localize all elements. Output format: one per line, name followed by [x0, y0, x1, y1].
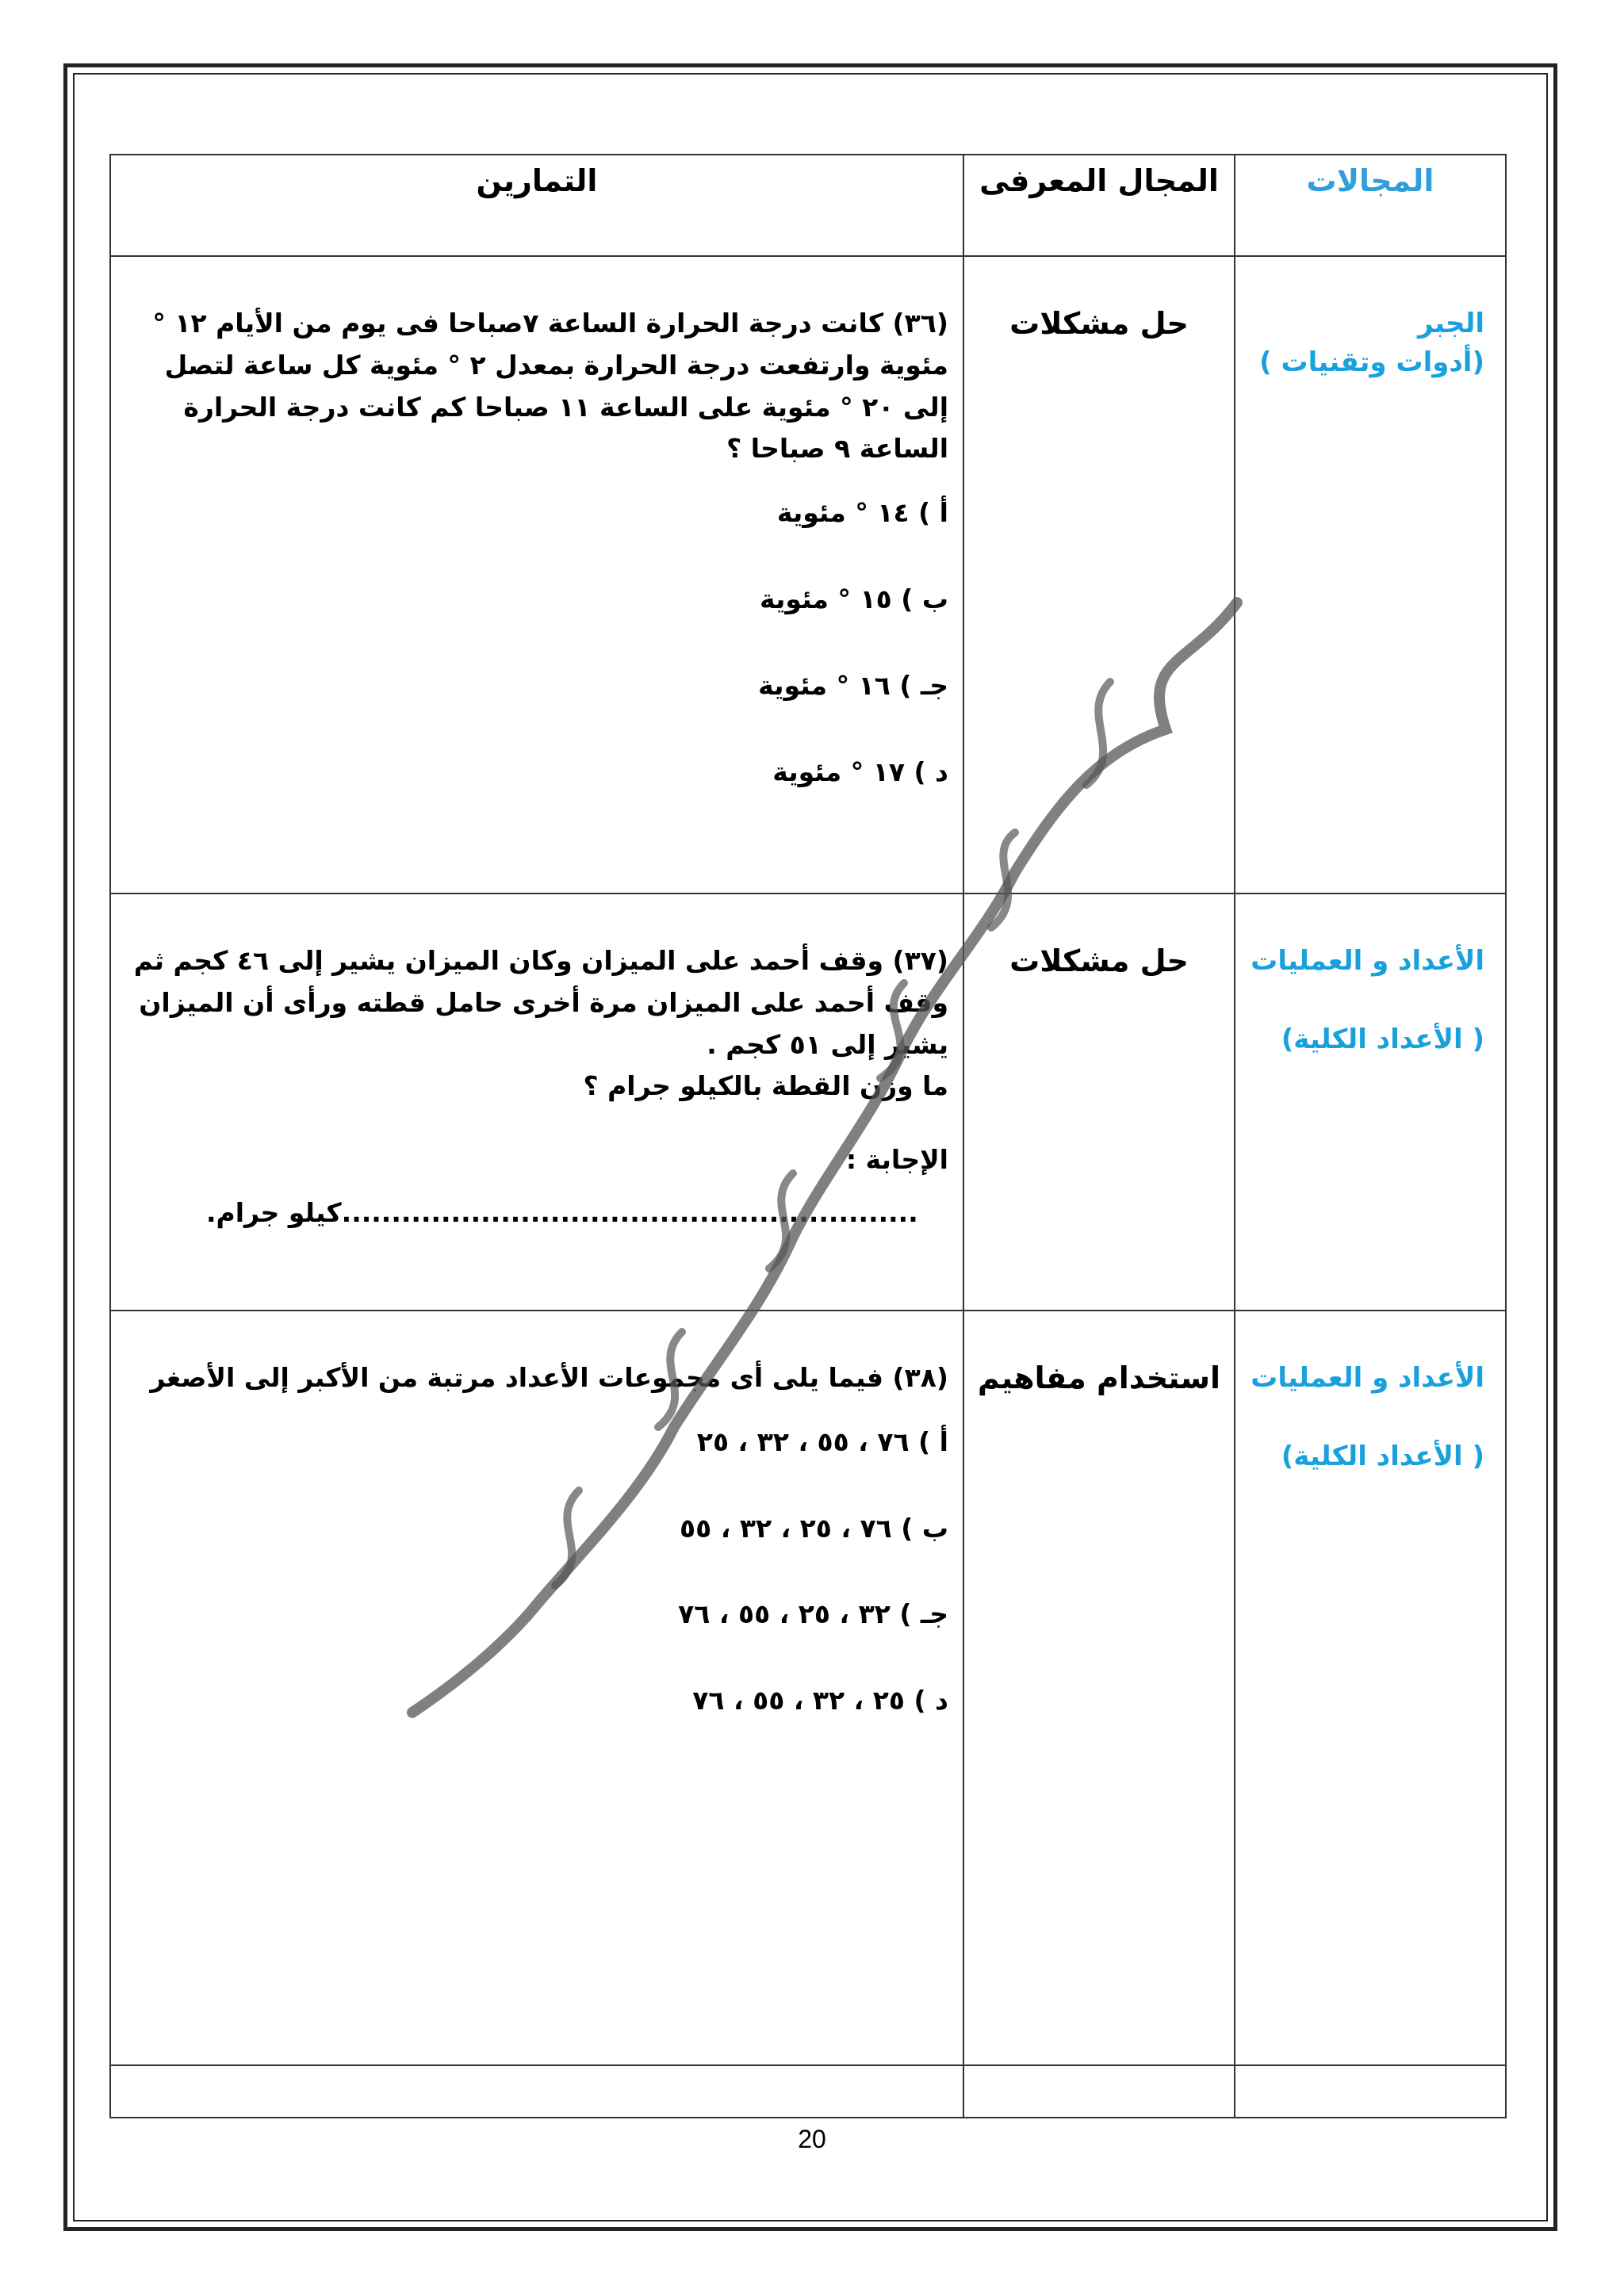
empty-row [110, 2065, 1506, 2118]
header-row [110, 155, 1506, 256]
domain-label: الجبر [1418, 308, 1484, 339]
table-row [110, 894, 1506, 1311]
option-d: د ) ١٧ ° مئوية [772, 756, 948, 787]
empty-cell [1235, 2065, 1506, 2118]
cognitive-cell: استخدام مفاهيم [963, 1311, 1235, 2065]
option-a: أ ) ٧٦ ، ٥٥ ، ٣٢ ، ٢٥ [696, 1425, 948, 1457]
exercise-cell [110, 1311, 963, 2065]
table-row [110, 256, 1506, 894]
exercise-cell [110, 256, 963, 894]
question-stem: (٣٨) فيما يلى أى مجموعات الأعداد مرتبة من الأكبر إلى الأصغر [150, 1362, 948, 1393]
domain-sublabel: ( الأعداد الكلية) [1281, 1441, 1484, 1473]
empty-cell [963, 2065, 1235, 2118]
page-number: 20 [798, 2125, 826, 2153]
answer-line: ..........................................................كيلو جرام. [206, 1196, 918, 1228]
option-d: د ) ٢٥ ، ٣٢ ، ٥٥ ، ٧٦ [692, 1685, 948, 1716]
question-stem: (٣٦) كانت درجة الحرارة الساعة ٧صباحا فى يوم من الأيام ١٢ ° مئوية وارتفعت درجة الحرارة بمعدل ٢ ° مئوية كل ساعة لتصل إلى ٢٠ ° مئوية على الساعة ١١ صباحا كم كانت درجة الحرارة الساعة ٩ صباحا ؟ [152, 308, 948, 465]
option-a: أ ) ١٤ ° مئوية [776, 497, 948, 529]
header-cognitive: المجال المعرفى [963, 155, 1235, 256]
domain-sublabel: (أدوات وتقنيات ) [1259, 346, 1484, 379]
table-row [110, 1311, 1506, 2065]
header-exercises: التمارين [110, 155, 963, 256]
domain-cell [1235, 894, 1506, 1311]
header-domains: المجالات [1235, 155, 1506, 256]
option-b: ب ) ٧٦ ، ٢٥ ، ٣٢ ، ٥٥ [680, 1512, 948, 1544]
exercise-table [109, 154, 1507, 2118]
domain-cell [1235, 256, 1506, 894]
domain-cell [1235, 1311, 1506, 2065]
answer-label: الإجابة : [845, 1144, 948, 1176]
option-b: ب ) ١٥ ° مئوية [759, 583, 948, 614]
domain-label: الأعداد و العمليات [1251, 945, 1484, 977]
domain-label: الأعداد و العمليات [1251, 1362, 1484, 1394]
question-stem: (٣٧) وقف أحمد على الميزان وكان الميزان يشير إلى ٤٦ كجم ثم وقف أحمد على الميزان مرة أخرى حامل قطته ورأى أن الميزان يشير إلى ٥١ كجم . [133, 945, 948, 1060]
cognitive-cell: حل مشكلات [963, 894, 1235, 1311]
question-text: ما وزن القطة بالكيلو جرام ؟ [583, 1070, 948, 1102]
exercise-cell [110, 894, 963, 1311]
cognitive-cell: حل مشكلات [963, 256, 1235, 894]
option-c: جـ ) ١٦ ° مئوية [758, 669, 948, 701]
empty-cell [110, 2065, 963, 2118]
option-c: جـ ) ٣٢ ، ٢٥ ، ٥٥ ، ٧٦ [678, 1598, 948, 1630]
domain-sublabel: ( الأعداد الكلية) [1281, 1024, 1484, 1056]
